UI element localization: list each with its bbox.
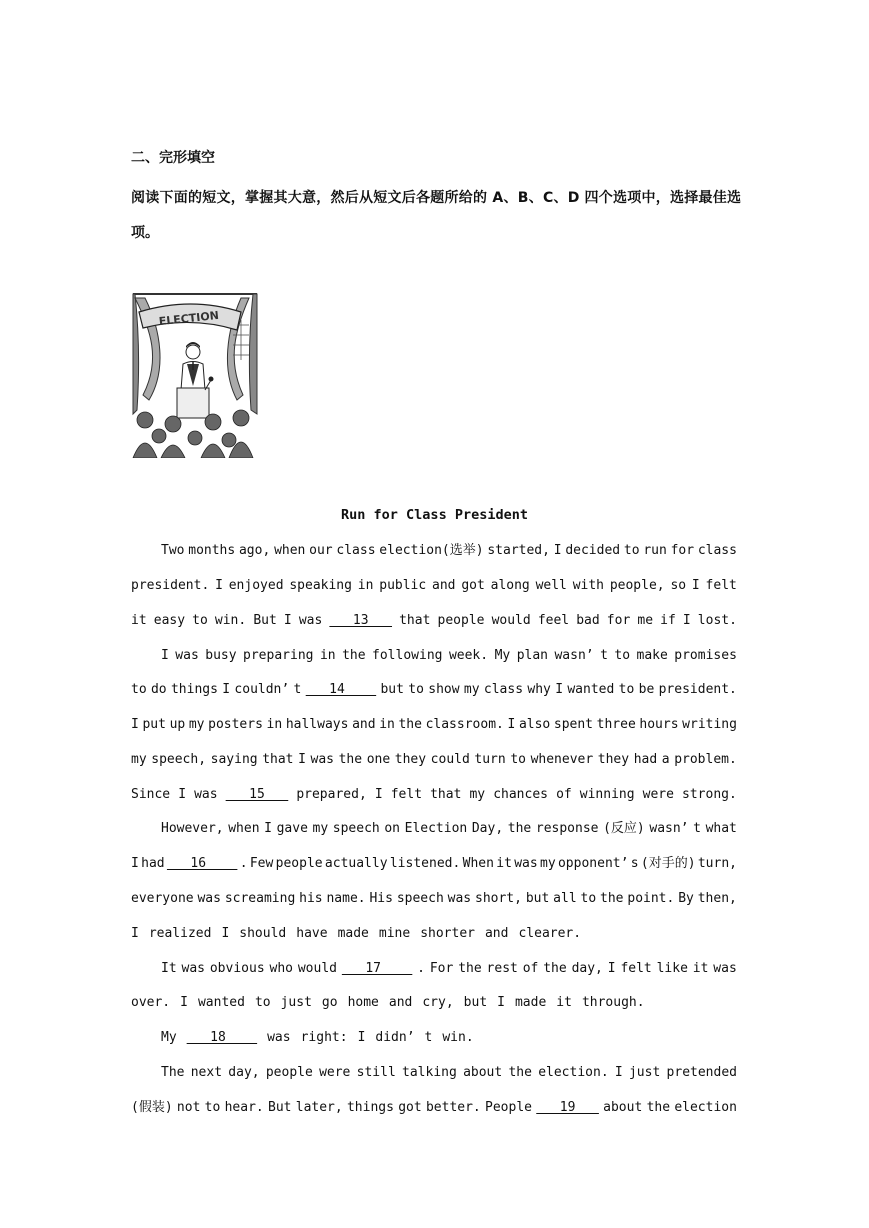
passage-word: I [357,1030,366,1045]
passage-word: My [161,1030,177,1045]
passage-word: was [267,1030,291,1045]
passage-word: later, [295,1100,343,1115]
answer-blank[interactable]: 15 [225,787,289,802]
passage-word: day, [571,961,603,976]
passage-word: then, [697,891,737,906]
passage-word: was [310,752,335,767]
passage-word: strong. [682,787,737,802]
passage-word: people [265,1065,313,1080]
passage-word: was [447,891,472,906]
passage-word: lost. [697,613,737,628]
passage-word: hallways [285,717,349,732]
passage-word: things [170,682,218,697]
passage-word: got [398,1100,422,1115]
passage-word: hear. [224,1100,264,1115]
passage-word: could [430,752,470,767]
passage-word: For [429,961,454,976]
passage-word: but [463,995,488,1010]
passage-word: response [535,821,599,836]
passage-word: However, [161,821,224,836]
passage-word: I [221,926,230,941]
passage-word: win. [442,1030,474,1045]
passage-word: day, [228,1065,260,1080]
passage-line [131,924,737,944]
passage-word: shorter [420,926,475,941]
passage-word: also [518,717,551,732]
passage-word: in [319,648,336,663]
passage-word: was [181,961,205,976]
passage-word: it [131,613,147,628]
passage-word: t [293,682,302,697]
passage-word: on [384,821,401,836]
passage-line [131,1098,737,1118]
passage-word: t [600,648,608,663]
passage-word: in [266,717,283,732]
passage-word: was [194,787,218,802]
passage-word: and [432,578,456,593]
passage-word: was [713,961,737,976]
passage-word: when [274,543,306,558]
passage-word: so [670,578,687,593]
passage-word: wanted [197,995,245,1010]
passage-word: and [352,717,376,732]
passage-word: was [175,648,199,663]
passage-word: ago, [238,543,271,558]
passage-word: I [497,995,505,1010]
passage-word: I [222,682,231,697]
passage-word: When [462,856,494,871]
passage-word: for [606,613,631,628]
passage-word: writing [682,717,737,732]
passage-word: I [178,787,187,802]
passage-word: But [268,1100,292,1115]
passage-word: still [356,1065,396,1080]
answer-blank[interactable]: 14 [305,682,377,697]
passage-word: His [369,891,393,906]
passage-word: week. [448,648,489,663]
passage-word: had [141,856,165,871]
passage-word: that [399,613,431,628]
passage-word: in [357,578,374,593]
passage-word: things [346,1100,394,1115]
passage-word: point. [627,891,675,906]
passage-word: prepared, [296,787,367,802]
passage-word: like [656,961,688,976]
passage-word: the [507,821,532,836]
passage-word: but [380,682,404,697]
passage-word: wasn’ [554,648,594,663]
passage-word: along [490,578,530,593]
passage-word: be [638,682,655,697]
passage-word: enjoyed [228,578,284,593]
passage-word: three [596,717,636,732]
passage-title: Run for Class President [341,507,528,523]
passage-word: Election [404,821,468,836]
passage-word: put [142,717,166,732]
passage-word: do [150,682,167,697]
passage-word: started, [487,543,550,558]
passage-word: to [204,1100,221,1115]
passage-word: made [337,926,369,941]
passage-word: win. [214,613,247,628]
passage-word: speaking [289,578,352,593]
passage-word: was [514,856,538,871]
answer-blank[interactable]: 17 [341,961,413,976]
passage-word: who [269,961,293,976]
passage-word: speech, [151,752,207,767]
passage-word: the [342,648,366,663]
passage-word: the [398,717,422,732]
passage-line [161,819,737,839]
passage-word: election(选举) [379,543,484,558]
passage-word: was [197,891,221,906]
passage-word: run [643,543,667,558]
passage-word: chances [493,787,548,802]
instructions: 阅读下面的短文，掌握其大意，然后从短文后各题所给的 A、B、C、D 四个选项中，选择最佳选项。 [131,190,741,241]
passage-word: should [239,926,287,941]
passage-word: to [618,682,635,697]
passage-word: was [298,613,323,628]
passage-word: I [507,717,516,732]
passage-word: bad [576,613,600,628]
passage-line [161,1028,737,1048]
passage-word: would [297,961,337,976]
passage-word: I [691,578,700,593]
passage-word: classroom. [425,717,504,732]
passage-word: screaming [224,891,296,906]
passage-word: wasn’ [649,821,689,836]
passage-word: I [614,1065,623,1080]
answer-blank[interactable]: 19 [536,1100,599,1115]
passage-line [131,993,737,1013]
passage-word: me [637,613,654,628]
passage-word: following [372,648,443,663]
passage-word: My [494,648,511,663]
passage-word: to [623,543,640,558]
passage-word: were [319,1065,351,1080]
passage-word: and [484,926,509,941]
passage-word: through. [581,995,645,1010]
passage-word: mine [378,926,411,941]
passage-word: I [131,717,139,732]
passage-word: felt [390,787,423,802]
passage-word: to [131,682,147,697]
passage-word: public [379,578,427,593]
passage-word: it [496,856,512,871]
passage-word: not [176,1100,201,1115]
passage-word: the [458,961,482,976]
passage-word: (反应) [603,821,645,836]
passage-word: class [697,543,737,558]
passage-word: about [603,1100,643,1115]
passage-word: the [508,1065,532,1080]
passage-word: the [646,1100,671,1115]
passage-word: I [131,926,139,941]
passage-word: got [461,578,485,593]
passage-word: for [670,543,695,558]
passage-word: Few [249,856,274,871]
section-title: 二、完形填空 [131,150,215,166]
passage-word: I [682,613,691,628]
passage-word: I [555,682,564,697]
passage-word: but [525,891,550,906]
passage-word: better. [425,1100,481,1115]
passage-word: they [597,752,630,767]
answer-blank[interactable]: 18 [186,1030,258,1045]
passage-word: one [366,752,391,767]
passage-word: my [463,682,480,697]
passage-line [131,715,737,735]
passage-word: posters [208,717,263,732]
passage-line [131,680,737,700]
passage-word: everyone [131,891,194,906]
passage-word: I [374,787,383,802]
passage-word: his [299,891,323,906]
passage-word: problem. [674,752,737,767]
passage-word: class [483,682,524,697]
passage-word: I [607,961,616,976]
passage-word: people [275,856,323,871]
passage-word: my [469,787,486,802]
passage-word: class [336,543,376,558]
passage-word: It [161,961,177,976]
passage-word: show [428,682,460,697]
passage-line [131,854,737,874]
passage-word: didn’ [375,1030,415,1045]
passage-word: talking [402,1065,457,1080]
passage-line [131,611,737,631]
passage-word: I [298,752,306,767]
passage-word: up [169,717,186,732]
passage-word: By [678,891,694,906]
passage-word: made [514,995,547,1010]
passage-word: home [347,995,379,1010]
passage-word: had [633,752,658,767]
passage-word: pretended [666,1065,737,1080]
passage-word: to [510,752,526,767]
passage-word: go [321,995,338,1010]
passage-line [161,541,737,561]
passage-word: Day, [471,821,504,836]
passage-word: wanted [567,682,615,697]
passage-word: cry, [422,995,454,1010]
passage-word: felt [620,961,652,976]
passage-word: whenever [530,752,594,767]
passage-word: I [180,995,188,1010]
passage-line [131,889,737,909]
passage-word: name. [326,891,366,906]
passage-word: rest [486,961,518,976]
passage-word: election [674,1100,737,1115]
passage-word: make [636,648,668,663]
passage-word: months [188,543,236,558]
passage-line [161,646,737,666]
passage-word: gave [276,821,308,836]
passage-word: all [553,891,577,906]
passage-word: couldn’ [234,682,290,697]
election-speech-illustration [131,290,261,458]
passage-word: to [408,682,424,697]
passage-word: the [600,891,624,906]
passage-word: my [131,752,147,767]
passage-word: it [692,961,709,976]
passage-word: of [556,787,572,802]
passage-word: the [338,752,363,767]
passage-word: of [522,961,539,976]
passage-line [161,1063,737,1083]
passage-word: the [543,961,567,976]
passage-word: it [556,995,572,1010]
passage-word: have [296,926,328,941]
passage-word: speech [396,891,444,906]
passage-word: people [437,613,485,628]
passage-word: my [540,856,556,871]
passage-word: were [642,787,674,802]
passage-word: well [535,578,567,593]
passage-word: I [264,821,272,836]
passage-word: to [192,613,208,628]
passage-word: (假装) [131,1100,173,1115]
passage-word: spent [553,717,594,732]
passage-word: what [705,821,737,836]
passage-word: with [572,578,605,593]
passage-line [161,959,737,979]
passage-word: a [661,752,670,767]
banner-text: ELECTION [158,308,220,329]
passage-word: turn [474,752,506,767]
passage-word: t [424,1030,433,1045]
passage-word: when [228,821,260,836]
answer-blank[interactable]: 13 [329,613,393,628]
passage-word: my [188,717,205,732]
passage-word: Two [161,543,185,558]
passage-word: clearer. [518,926,582,941]
passage-word: to [580,891,597,906]
passage-word: right: [300,1030,348,1045]
passage-word: felt [705,578,737,593]
passage-word: election. [538,1065,609,1080]
passage-line [131,750,737,770]
passage-word: that [262,752,294,767]
passage-word: easy [153,613,186,628]
passage-word: decided [565,543,621,558]
passage-word: over. [131,995,171,1010]
passage-word: just [280,995,312,1010]
passage-line [131,785,737,805]
passage-word: I [553,543,562,558]
passage-word: I [161,648,169,663]
passage-word: actually [324,856,388,871]
passage-word: But [253,613,277,628]
passage-word: that [430,787,462,802]
passage-word: if [660,613,676,628]
passage-word: just [628,1065,661,1080]
passage-word: Since [131,787,171,802]
passage-word: I [131,856,139,871]
passage-line [131,576,737,596]
passage-word: in [379,717,395,732]
passage-word: The [161,1065,185,1080]
passage-word: (对手的) [640,856,696,871]
passage-word: my [312,821,329,836]
passage-word: people, [609,578,665,593]
passage-word: . [417,961,425,976]
passage-word: turn, [697,856,737,871]
passage-word: about [463,1065,503,1080]
passage-word: to [614,648,631,663]
passage-word: and [388,995,413,1010]
passage-word: People [485,1100,532,1115]
passage-word: next [190,1065,223,1080]
passage-word: listened. [389,856,461,871]
passage-word: saying [210,752,258,767]
passage-word: I [215,578,223,593]
passage-word: plan [516,648,548,663]
passage-word: preparing [243,648,314,663]
passage-word: opponent’ [557,856,629,871]
passage-word: busy [205,648,237,663]
passage-word: president. [131,578,210,593]
passage-word: winning [579,787,635,802]
answer-blank[interactable]: 16 [166,856,238,871]
passage-word: short, [475,891,522,906]
passage-word: speech [332,821,380,836]
passage-word: president. [658,682,737,697]
passage-word: realized [148,926,212,941]
passage-word: I [283,613,292,628]
passage-word: to [254,995,271,1010]
passage-word: why [527,682,551,697]
passage-word: they [394,752,427,767]
passage-word: t [693,821,701,836]
passage-word: feel [537,613,570,628]
passage-word: hours [639,717,679,732]
passage-word: s [630,856,639,871]
passage-word: would [491,613,531,628]
passage-word: our [309,543,333,558]
passage-word: . [239,856,248,871]
passage-word: promises [674,648,737,663]
passage-word: obvious [209,961,265,976]
